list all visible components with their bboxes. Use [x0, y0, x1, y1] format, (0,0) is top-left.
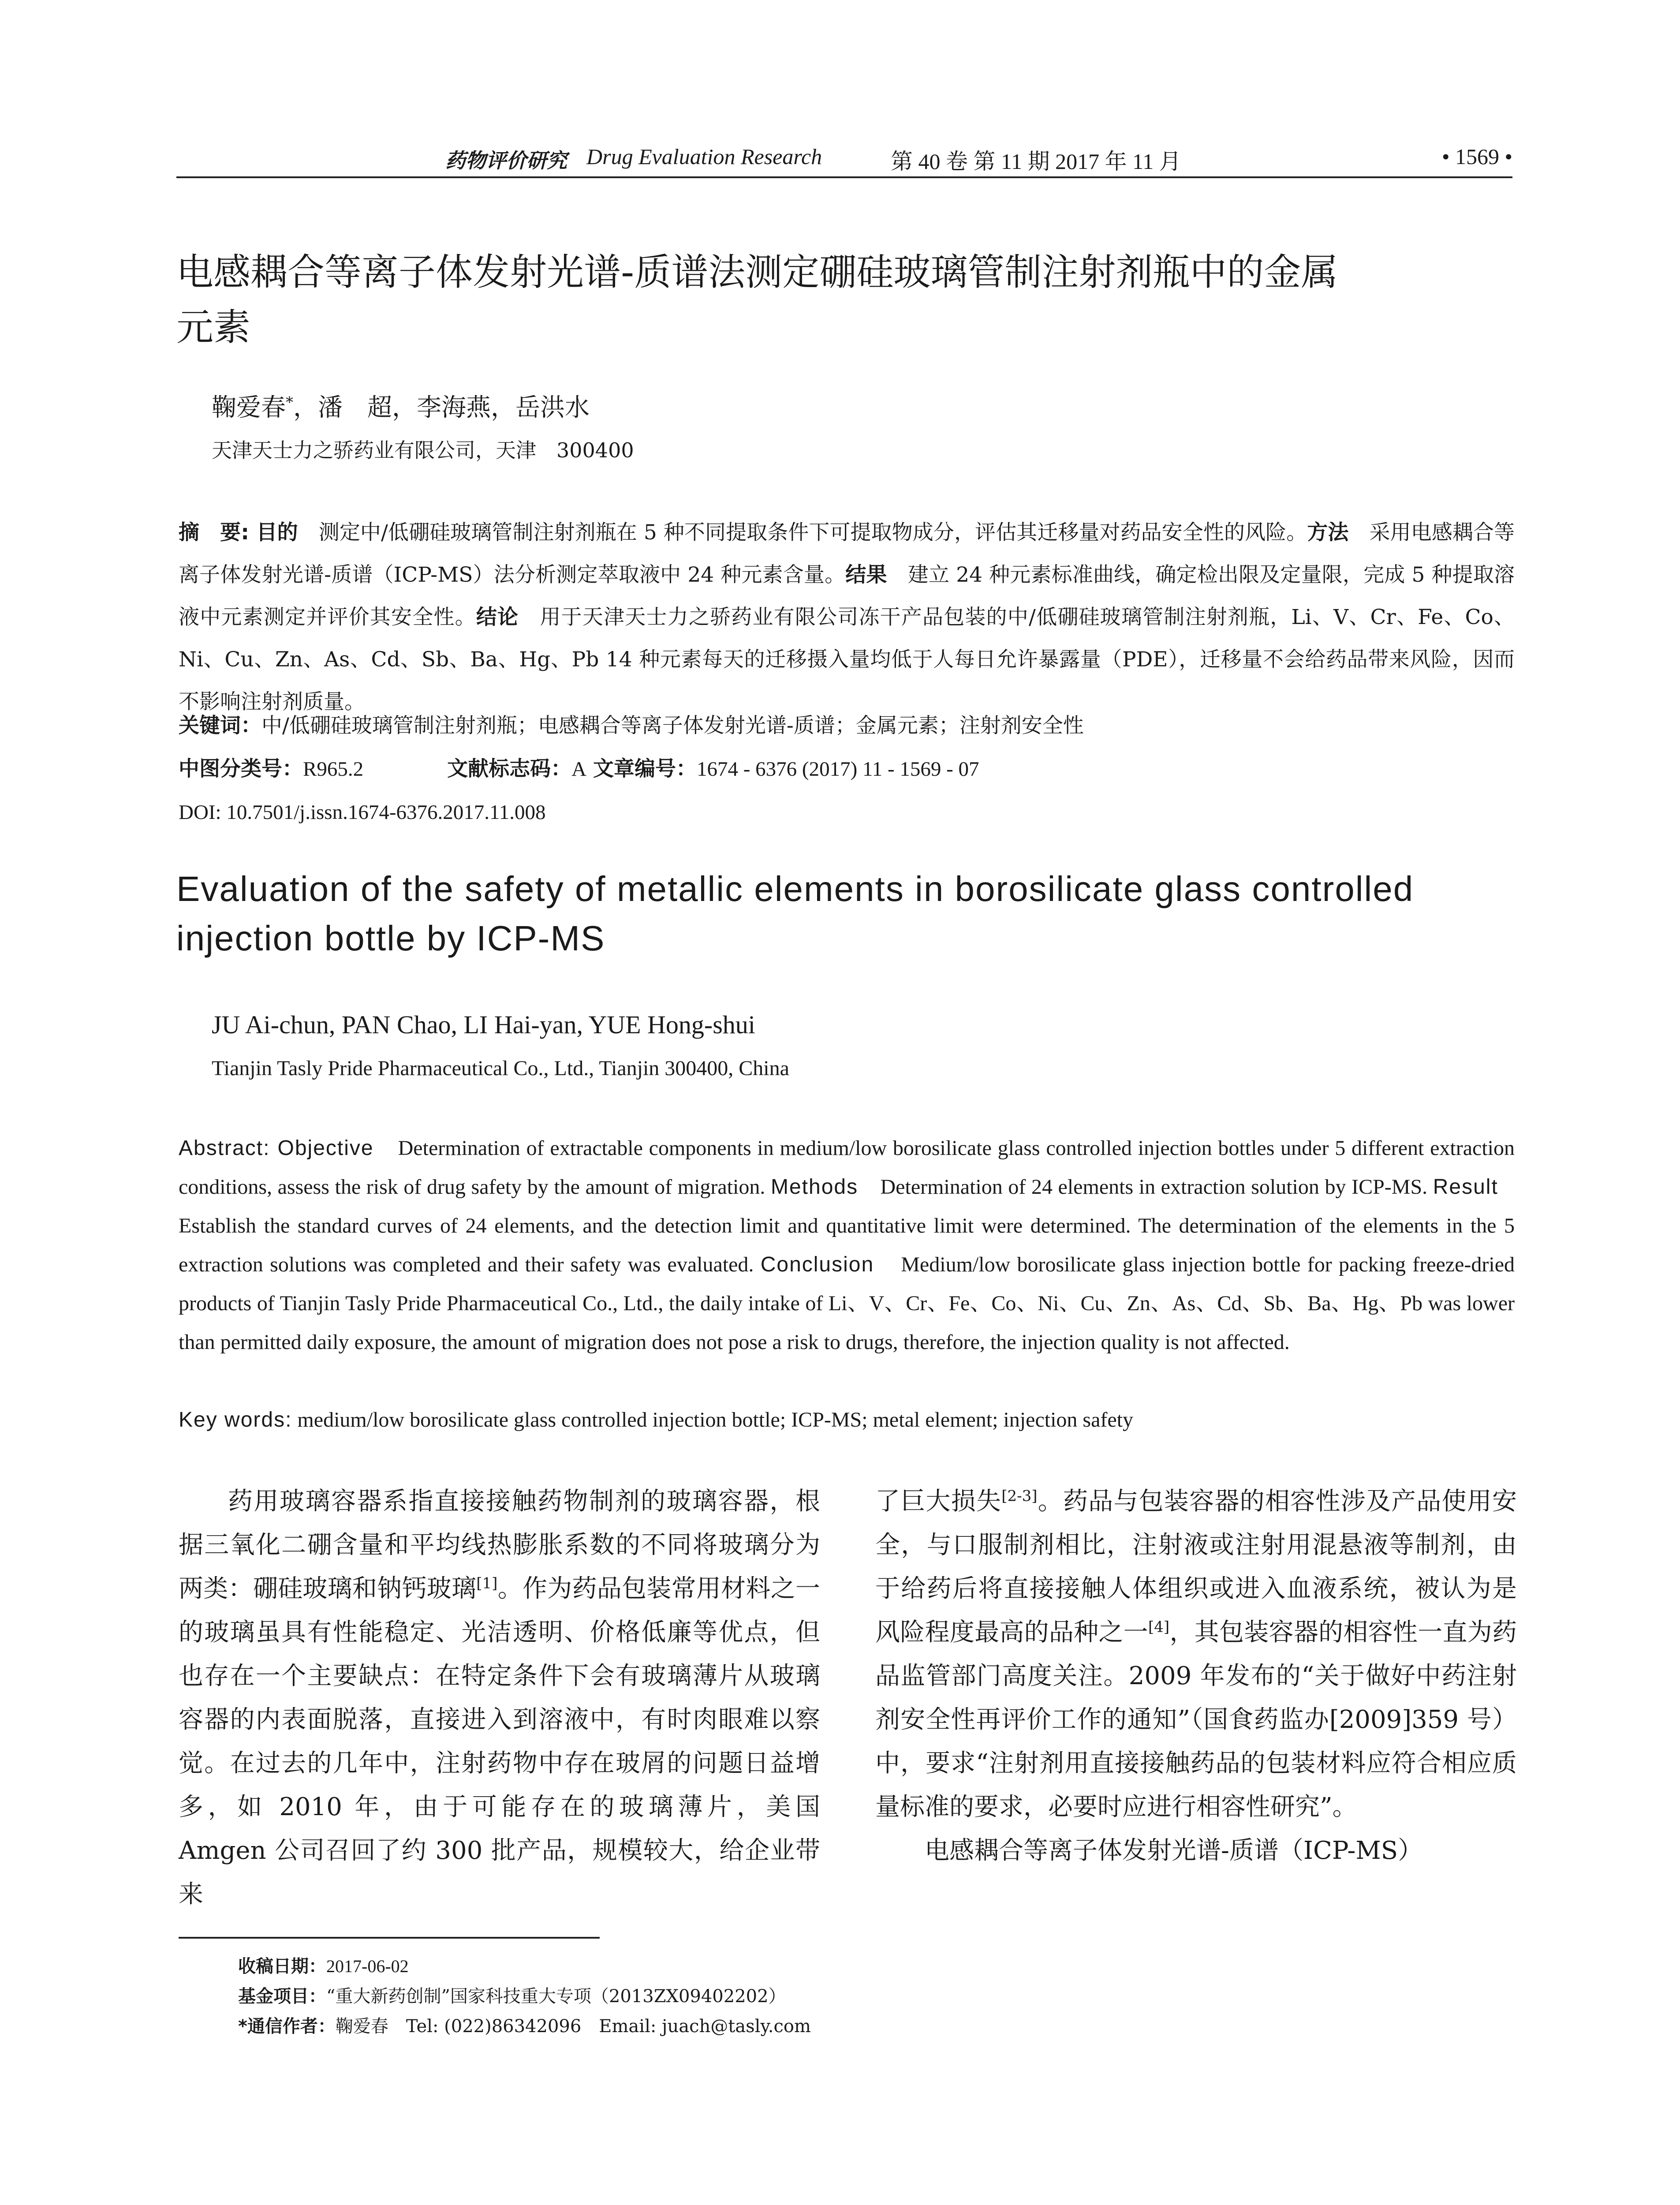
journal-logo-cn: 药物评价研究	[445, 149, 567, 172]
keywords-en-text: medium/low borosilicate glass controlled injection bottle; ICP-MS; metal element; injection safety	[297, 1408, 1134, 1431]
methods-label-cn: 方法	[1307, 520, 1349, 545]
corresponding-mark: *	[286, 393, 293, 411]
citation-ref[interactable]: [4]	[1148, 1618, 1170, 1636]
methods-cn: 采用电感耦合等离子体发射光谱-质谱（ICP-MS）法分析测定萃取液中 24 种元素含量。	[179, 520, 1515, 587]
author-first: 鞠爱春	[212, 393, 286, 422]
body-text: 药用玻璃容器系指直接接触药物制剂的玻璃容器，根据三氧化二硼含量和平均线热膨胀系数的不同将玻璃分为两类：硼硅玻璃和钠钙玻璃	[179, 1487, 820, 1603]
footnote-label: *通信作者：	[238, 2016, 336, 2037]
footnote-value: 鞠爱春 Tel: (022)86342096 Email: juach@tasly.com	[335, 2016, 811, 2037]
body-paragraph	[875, 1829, 1517, 1872]
objective-label-cn: 目的	[256, 520, 298, 545]
footnote-fund	[238, 1981, 1340, 2011]
footnote-label: 基金项目：	[238, 1986, 326, 2007]
clc-label: 中图分类号：	[179, 757, 303, 781]
conclusion-label-en: Conclusion	[760, 1253, 874, 1276]
authors-rest: ，潘 超，李海燕，岳洪水	[293, 393, 590, 422]
footnotes	[238, 1951, 1340, 2041]
abstract-cn: 摘 要: 目的 测定中/低硼硅玻璃管制注射剂瓶在 5 种不同提取条件下可提取物成分，评估其迁移量对药品安全性的风险。方法 采用电感耦合等离子体发射光谱-质谱（ICP-MS）法分析测定萃取液中 24 种元素含量。结果 建立 24 种元素标准曲线，确定检出限及定量限，完成 5 种提取溶液中元素测定并评价其安全性。结论 用于天津天士力之骄药业有限公司冻干产品包装的中/低硼硅玻璃管制注射剂瓶，Li、V、Cr、Fe、Co、Ni、Cu、Zn、As、Cd、Sb、Ba、Hg、Pb 14 种元素每天的迁移摄入量均低于人每日允许暴露量（PDE），迁移量不会给药品带来风险，因而不影响注射剂质量。	[179, 520, 1515, 714]
result-en: Establish the standard curves of 24 elements, and the detection limit and quantitative limit were determined. The determination of the elements in the 5 extraction solutions was completed and their safety was evaluated.	[179, 1214, 1515, 1276]
title-en-line2: injection bottle by ICP-MS	[176, 919, 605, 958]
body-paragraph	[179, 1480, 820, 1916]
keywords-en	[179, 1401, 1515, 1439]
conclusion-label-cn: 结论	[476, 605, 519, 629]
conclusion-en: Medium/low borosilicate glass injection bottle for packing freeze-dried products of Tianjin Tasly Pride Pharmaceutical Co., Ltd., the daily intake of Li、V、Cr、Fe、Co、Ni、Cu、Zn、As、Cd、Sb、Ba、Hg、Pb was lower than permitted daily exposure, the amount of migration does not pose a risk to drugs, therefore, the injection quality is not affected.	[179, 1253, 1515, 1354]
body-text: ，其包装容器的相容性一直为药品监管部门高度关注。2009 年发布的“关于做好中药注射剂安全性再评价工作的通知”（国食药监办[2009]359 号）中，要求“注射剂用直接接触药品的包装材料应符合相应质量标准的要求，必要时应进行相容性研究”。	[875, 1618, 1517, 1821]
footnote-rule	[179, 1937, 600, 1939]
running-header	[176, 140, 1512, 176]
article-no-label: 文章编号：	[593, 757, 697, 781]
keywords-cn-label: 关键词：	[179, 714, 261, 738]
objective-cn: 测定中/低硼硅玻璃管制注射剂瓶在 5 种不同提取条件下可提取物成分，评估其迁移量对药品安全性的风险。	[318, 520, 1307, 545]
body-paragraph	[875, 1480, 1517, 1829]
footnote-value: 2017-06-02	[326, 1956, 409, 1976]
result-label-en: Result	[1433, 1175, 1498, 1199]
abstract-en-label: Abstract: Objective	[179, 1136, 374, 1160]
citation-ref[interactable]: [2-3]	[1001, 1487, 1038, 1505]
doi: DOI: 10.7501/j.issn.1674-6376.2017.11.008	[179, 801, 546, 824]
clc-value: R965.2	[303, 758, 364, 781]
footnote-received	[238, 1951, 1340, 1981]
footnote-corresponding	[238, 2011, 1340, 2041]
result-label-cn: 结果	[845, 563, 887, 587]
body-text: 了巨大损失	[875, 1487, 1002, 1516]
title-en-line1: Evaluation of the safety of metallic elements in borosilicate glass controlled	[176, 869, 1414, 908]
result-cn: 建立 24 种元素标准曲线，确定检出限及定量限，完成 5 种提取溶液中元素测定并评价其安全性。	[179, 563, 1515, 629]
abstract-cn-label: 摘 要	[179, 520, 241, 545]
classification-line	[179, 748, 1515, 790]
body-text: 。作为药品包装常用材料之一的玻璃虽具有性能稳定、光洁透明、价格低廉等优点，但也存在一个主要缺点：在特定条件下会有玻璃薄片从玻璃容器的内表面脱落，直接进入到溶液中，有时肉眼难以察觉。在过去的几年中，注射药物中存在玻屑的问题日益增多，如 2010 年，由于可能存在的玻璃薄片，美国 Amgen 公司召回了约 300 批产品，规模较大，给企业带来	[179, 1574, 821, 1909]
body-column-right	[875, 1480, 1517, 1872]
abstract-en	[179, 1129, 1515, 1362]
keywords-cn-text: 中/低硼硅玻璃管制注射剂瓶；电感耦合等离子体发射光谱-质谱；金属元素；注射剂安全性	[261, 714, 1084, 738]
title-cn-line1: 电感耦合等离子体发射光谱-质谱法测定硼硅玻璃管制注射剂瓶中的金属	[176, 250, 1338, 294]
methods-en: Determination of 24 elements in extraction solution by ICP-MS.	[880, 1175, 1428, 1199]
footnote-label: 收稿日期：	[238, 1956, 326, 1977]
volume-issue: 第 40 卷 第 11 期 2017 年 11 月	[891, 149, 1181, 174]
title-cn-line2: 元素	[176, 306, 251, 349]
title-en	[176, 864, 1517, 963]
authors-cn	[212, 388, 590, 423]
keywords-cn	[179, 705, 1515, 747]
body-text: 。药品与包装容器的相容性涉及产品使用安全，与口服制剂相比，注射液或注射用混悬液等制剂，由于给药后将直接接触人体组织或进入血液系统，被认为是风险程度最高的品种之一	[875, 1487, 1517, 1647]
page-number: • 1569 •	[1441, 144, 1512, 169]
doc-code-value: A	[571, 758, 587, 781]
objective-en: Determination of extractable components in medium/low borosilicate glass controlled injection bottles under 5 different extraction conditions, assess the risk of drug safety by the amount of migration.	[179, 1136, 1515, 1199]
authors-en: JU Ai-chun, PAN Chao, LI Hai-yan, YUE Hong-shui	[212, 1010, 755, 1039]
body-column-left	[179, 1480, 820, 1916]
conclusion-cn: 用于天津天士力之骄药业有限公司冻干产品包装的中/低硼硅玻璃管制注射剂瓶，Li、V、Cr、Fe、Co、Ni、Cu、Zn、As、Cd、Sb、Ba、Hg、Pb 14 种元素每天的迁移摄入量均低于人每日允许暴露量（PDE），迁移量不会给药品带来风险，因而不影响注射剂质量。	[179, 605, 1515, 714]
footnote-value: “重大新药创制”国家科技重大专项（2013ZX09402202）	[326, 1986, 786, 2007]
doc-code-label: 文献标志码：	[447, 757, 572, 781]
keywords-en-label: Key words:	[179, 1408, 292, 1431]
affiliation-en: Tianjin Tasly Pride Pharmaceutical Co., Ltd., Tianjin 300400, China	[212, 1057, 789, 1080]
methods-label-en: Methods	[771, 1175, 859, 1199]
title-cn	[176, 245, 1517, 355]
header-rule	[176, 176, 1512, 178]
citation-ref[interactable]: [1]	[476, 1574, 498, 1592]
article-no-value: 1674 - 6376 (2017) 11 - 1569 - 07	[697, 758, 979, 781]
affiliation-cn: 天津天士力之骄药业有限公司，天津 300400	[212, 438, 634, 462]
body-text: 电感耦合等离子体发射光谱-质谱（ICP-MS）	[925, 1836, 1423, 1865]
journal-name-en: Drug Evaluation Research	[586, 144, 822, 169]
